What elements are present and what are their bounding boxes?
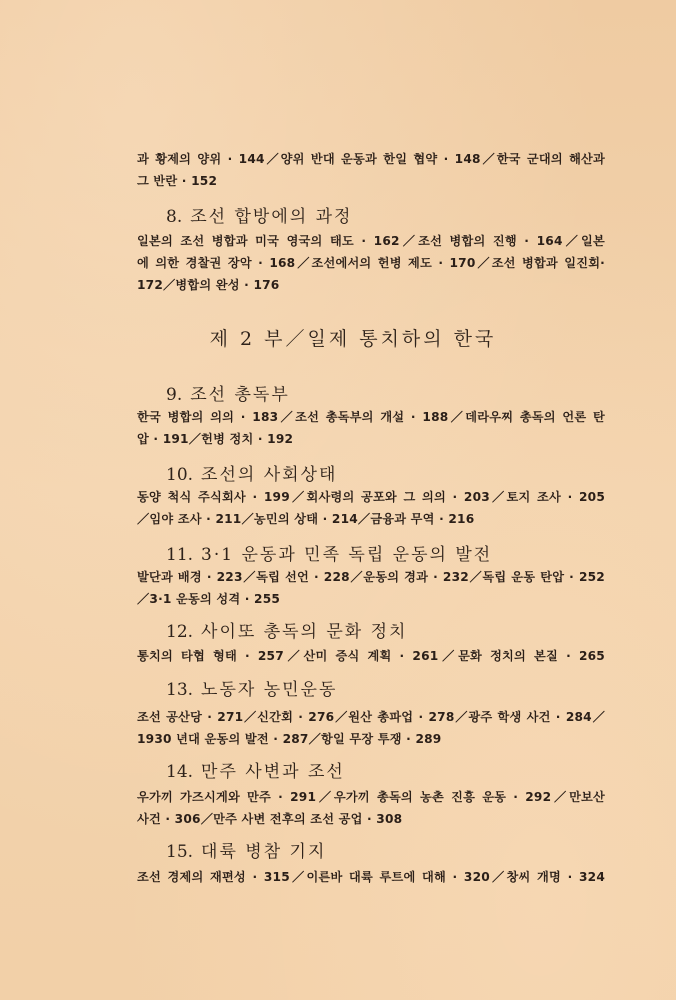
chapter-heading-15 <box>166 840 326 864</box>
chapter-8-entries <box>137 230 605 296</box>
chapter-15-entries <box>137 866 605 888</box>
chapter-title: 대륙 병참 기지 <box>201 842 327 862</box>
toc-line: 통치의 타협 형태 · 257／산미 증식 계획 · 261／문화 정치의 본질 · 265 <box>137 649 605 663</box>
toc-line: 동양 척식 주식회사 · 199／회사령의 공포와 그 의의 · 203／토지 조사 · 205 <box>137 490 605 504</box>
toc-line: 조선 공산당 · 271／신간회 · 276／원산 총파업 · 278／광주 학생 사건 · 284／ <box>137 710 605 724</box>
toc-line: 172／병합의 완성 · 176 <box>137 278 280 292</box>
toc-line: 과 황제의 양위 · 144／양위 반대 운동과 한일 협약 · 148／한국 군대의 해산과 <box>137 152 605 166</box>
chapter-title: 만주 사변과 조선 <box>201 762 345 782</box>
toc-line: 조선 경제의 재편성 · 315／이른바 대륙 루트에 대해 · 320／창씨 개명 · 324 <box>137 870 605 884</box>
chapter-number: 8. <box>166 207 183 227</box>
toc-line: 1930 년대 운동의 발전 · 287／항일 무장 투쟁 · 289 <box>137 732 442 746</box>
chapter-title: 3·1 운동과 민족 독립 운동의 발전 <box>201 545 493 565</box>
chapter-9-entries <box>137 406 605 450</box>
chapter-number: 11. <box>166 545 194 565</box>
toc-line: 압 · 191／헌병 정치 · 192 <box>137 432 294 446</box>
toc-line: ／임야 조사 · 211／농민의 상태 · 214／금융과 무역 · 216 <box>137 512 475 526</box>
chapter-title: 조선 총독부 <box>190 385 290 405</box>
chapter-10-entries <box>137 486 605 530</box>
chapter-title: 사이또 총독의 문화 정치 <box>201 622 408 642</box>
chapter-number: 15. <box>166 842 194 862</box>
chapter-title: 노동자 농민운동 <box>201 680 338 700</box>
chapter-number: 12. <box>166 622 194 642</box>
chapter-heading-14 <box>166 760 345 784</box>
chapter-7-continuation <box>137 148 605 192</box>
toc-line: 그 반란 · 152 <box>137 174 218 188</box>
chapter-number: 14. <box>166 762 194 782</box>
toc-line: 발단과 배경 · 223／독립 선언 · 228／운동의 경과 · 232／독립 운동 탄압 · 252 <box>137 570 605 584</box>
chapter-14-entries <box>137 786 605 830</box>
chapter-heading-10 <box>166 463 337 487</box>
toc-line: 사건 · 306／만주 사변 전후의 조선 공업 · 308 <box>137 812 403 826</box>
chapter-11-entries <box>137 566 605 610</box>
toc-line: 한국 병합의 의의 · 183／조선 총독부의 개설 · 188／데라우찌 총독의 언론 탄 <box>137 410 605 424</box>
toc-line: 우가끼 가즈시게와 만주 · 291／우가끼 총독의 농촌 진흥 운동 · 292／만보산 <box>137 790 605 804</box>
part-heading: 제 2 부／일제 통치하의 한국 <box>209 328 497 350</box>
chapter-number: 10. <box>166 465 194 485</box>
chapter-heading-11 <box>166 543 492 567</box>
chapter-title: 조선 합방에의 과정 <box>190 207 353 227</box>
toc-line: ／3·1 운동의 성격 · 255 <box>137 592 281 606</box>
chapter-heading-9 <box>166 383 290 407</box>
chapter-title: 조선의 사회상태 <box>201 465 338 485</box>
chapter-heading-13 <box>166 678 337 702</box>
chapter-heading-12 <box>166 620 407 644</box>
toc-line: 일본의 조선 병합과 미국 영국의 태도 · 162／조선 병합의 진행 · 164／일본 <box>137 234 605 248</box>
chapter-number: 13. <box>166 680 194 700</box>
chapter-12-entries <box>137 645 605 667</box>
toc-line: 에 의한 경찰권 장악 · 168／조선에서의 헌병 제도 · 170／조선 병합과 일진회· <box>137 256 605 270</box>
chapter-number: 9. <box>166 385 183 405</box>
chapter-heading-8 <box>166 205 352 229</box>
chapter-13-entries <box>137 706 605 750</box>
